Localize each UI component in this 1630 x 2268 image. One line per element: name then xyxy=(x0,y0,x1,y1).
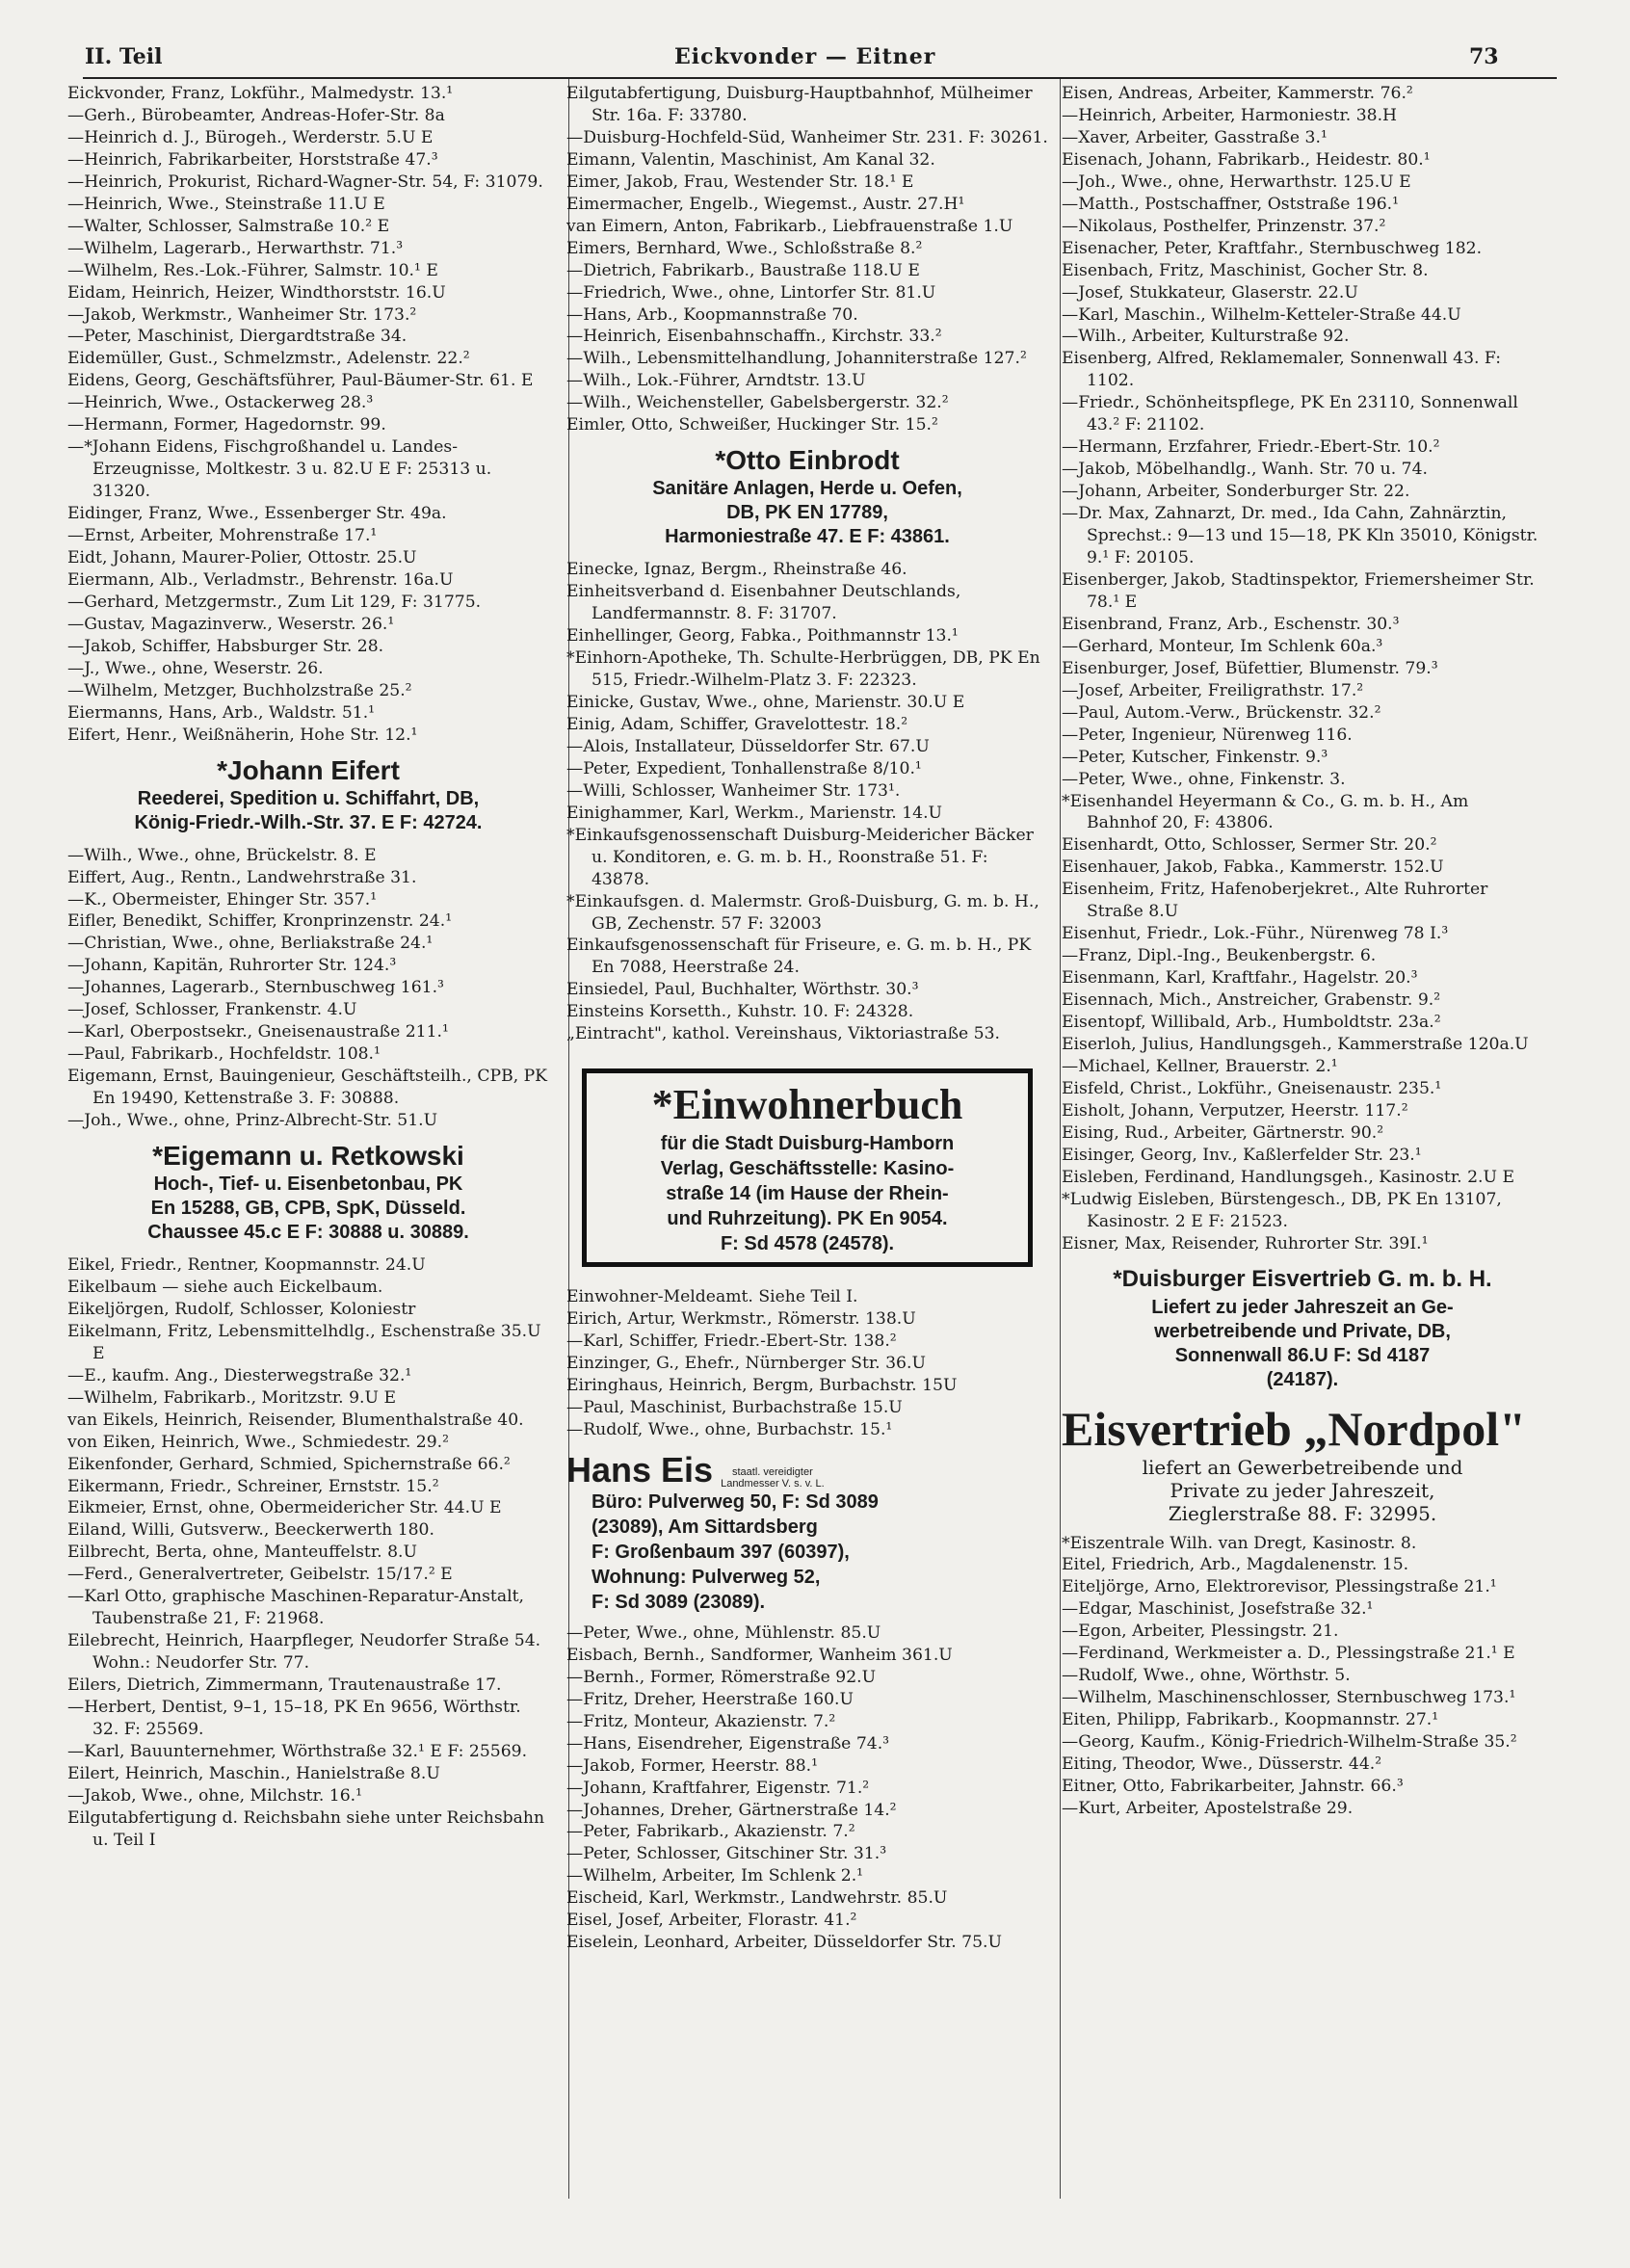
header-rule xyxy=(83,77,1557,79)
directory-entry: Eiserloh, Julius, Handlungsgeh., Kammerstraße 120a.U xyxy=(1062,1034,1529,1054)
directory-entry: —Nikolaus, Posthelfer, Prinzenstr. 37.² xyxy=(1062,216,1386,236)
ad-title: *Otto Einbrodt xyxy=(715,445,900,476)
directory-entry: von Eiken, Heinrich, Wwe., Schmiedestr. 29.² xyxy=(67,1432,450,1452)
ad-line: (24187). xyxy=(1266,1368,1339,1390)
directory-entry: Eikelbaum — siehe auch Eickelbaum. xyxy=(67,1277,383,1297)
directory-entry: —Karl, Maschin., Wilhelm-Ketteler-Straße 44.U xyxy=(1062,304,1461,325)
directory-entry: *Ludwig Eisleben, Bürstengesch., DB, PK En 13107, Kasinostr. 2 E F: 21523. xyxy=(1062,1189,1502,1231)
directory-entry: —Peter, Wwe., ohne, Mühlenstr. 85.U xyxy=(566,1622,881,1643)
directory-entry: —Dietrich, Fabrikarb., Baustraße 118.U E xyxy=(566,260,920,280)
directory-entry: —Matth., Postschaffner, Oststraße 196.¹ xyxy=(1062,194,1400,214)
directory-entry: —J., Wwe., ohne, Weserstr. 26. xyxy=(67,658,324,678)
ad-line: Büro: Pulverweg 50, F: Sd 3089 xyxy=(592,1490,879,1513)
entry-list xyxy=(566,559,1048,1045)
ad-line: für die Stadt Duisburg-Hamborn xyxy=(660,1133,955,1155)
ad-title: *Duisburger Eisvertrieb G. m. b. H. xyxy=(1113,1265,1492,1292)
directory-entry: *Eiszentrale Wilh. van Dregt, Kasinostr. 8. xyxy=(1062,1533,1417,1553)
ad-line: Zieglerstraße 88. F: 32995. xyxy=(1168,1501,1437,1525)
directory-entry: —Wilhelm, Arbeiter, Im Schlenk 2.¹ xyxy=(566,1866,864,1886)
ad-title: *Eigemann u. Retkowski xyxy=(152,1140,464,1171)
ad-subtitle: staatl. vereidigter xyxy=(732,1465,813,1478)
directory-entry: Eigemann, Ernst, Bauingenieur, Geschäftsteilh., CPB, PK En 19490, Kettenstraße 3. F: 30888. xyxy=(67,1067,548,1109)
directory-entry: —Ernst, Arbeiter, Mohrenstraße 17.¹ xyxy=(67,526,378,546)
directory-entry: Eisen, Andreas, Arbeiter, Kammerstr. 76.² xyxy=(1062,84,1413,103)
part-label: II. Teil xyxy=(85,44,163,69)
directory-entry: Eilers, Dietrich, Zimmermann, Trautenaustraße 17. xyxy=(67,1675,502,1696)
directory-entry: Eidt, Johann, Maurer-Polier, Ottostr. 25.U xyxy=(67,548,417,568)
directory-entry: Eisenberg, Alfred, Reklamemaler, Sonnenwall 43. F: 1102. xyxy=(1062,349,1502,391)
directory-entry: Eischeid, Karl, Werkmstr., Landwehrstr. 85.U xyxy=(566,1888,948,1909)
directory-entry: —Peter, Schlosser, Gitschiner Str. 31.³ xyxy=(566,1844,887,1864)
ad-line: En 15288, GB, CPB, SpK, Düsseld. xyxy=(150,1197,466,1219)
directory-entry: —K., Obermeister, Ehinger Str. 357.¹ xyxy=(67,889,378,910)
ad-line: F: Sd 3089 (23089). xyxy=(592,1591,766,1613)
ad-line: Verlag, Geschäftsstelle: Kasino- xyxy=(660,1158,955,1180)
directory-entry: —Heinrich, Arbeiter, Harmoniestr. 38.H xyxy=(1062,105,1398,125)
directory-entry: —Jakob, Wwe., ohne, Milchstr. 16.¹ xyxy=(67,1785,363,1806)
ad-line: Private zu jeder Jahreszeit, xyxy=(1170,1478,1435,1502)
ad-line: Harmoniestraße 47. E F: 43861. xyxy=(665,526,950,548)
directory-entry: —Paul, Autom.-Verw., Brückenstr. 32.² xyxy=(1062,702,1381,723)
directory-entry: Eisbach, Bernh., Sandformer, Wanheim 361.U xyxy=(566,1645,953,1665)
directory-entry: Eidemüller, Gust., Schmelzmstr., Adelenstr. 22.² xyxy=(67,349,470,369)
directory-entry: Eilgutabfertigung d. Reichsbahn siehe unter Reichsbahn u. Teil I xyxy=(67,1807,545,1850)
entry-list xyxy=(1062,83,1543,1255)
directory-entry: —Peter, Wwe., ohne, Finkenstr. 3. xyxy=(1062,769,1346,789)
directory-entry: —Ferdinand, Werkmeister a. D., Plessingstraße 21.¹ E xyxy=(1062,1644,1515,1664)
directory-entry: —Gustav, Magazinverw., Weserstr. 26.¹ xyxy=(67,614,395,634)
directory-entry: —Jakob, Möbelhandlg., Wanh. Str. 70 u. 74. xyxy=(1062,460,1428,480)
directory-entry: —Ferd., Generalvertreter, Geibelstr. 15/17.² E xyxy=(67,1565,453,1585)
directory-entry: Eikel, Friedr., Rentner, Koopmannstr. 24.U xyxy=(67,1254,426,1275)
directory-entry: Eisenacher, Peter, Kraftfahr., Sternbuschweg 182. xyxy=(1062,238,1483,258)
directory-entry: Eiselein, Leonhard, Arbeiter, Düsseldorfer Str. 75.U xyxy=(566,1933,1002,1953)
directory-entry: Eising, Rud., Arbeiter, Gärtnerstr. 90.² xyxy=(1062,1122,1384,1143)
directory-entry: Eikenfonder, Gerhard, Schmied, Spichernstraße 66.² xyxy=(67,1454,511,1474)
directory-entry: —Hans, Arb., Koopmannstraße 70. xyxy=(566,304,858,325)
directory-entry: —Wilhelm, Lagerarb., Herwarthstr. 71.³ xyxy=(67,238,404,258)
directory-entry: —Heinrich, Wwe., Ostackerweg 28.³ xyxy=(67,393,374,413)
entry-list xyxy=(1062,1533,1543,1820)
directory-entry: Eikermann, Friedr., Schreiner, Ernststr. 15.² xyxy=(67,1476,439,1496)
ad-title: *Johann Eifert xyxy=(217,754,400,785)
directory-entry: Eisenburger, Josef, Büfettier, Blumenstr. 79.³ xyxy=(1062,658,1438,678)
directory-entry: Eidam, Heinrich, Heizer, Windthorststr. 16.U xyxy=(67,282,446,303)
ad-line: F: Sd 4578 (24578). xyxy=(720,1233,895,1255)
directory-entry: —Jakob, Former, Heerstr. 88.¹ xyxy=(566,1755,819,1776)
ad-einwohnerbuch xyxy=(582,1068,1033,1267)
directory-entry: Eisenbach, Fritz, Maschinist, Gocher Str. 8. xyxy=(1062,260,1429,280)
directory-entry: Eimler, Otto, Schweißer, Huckinger Str. 15.² xyxy=(566,415,938,435)
directory-entry: —Johannes, Lagerarb., Sternbuschweg 161.³ xyxy=(67,978,444,998)
directory-entry: —Xaver, Arbeiter, Gasstraße 3.¹ xyxy=(1062,127,1328,147)
directory-entry: —Herbert, Dentist, 9–1, 15–18, PK En 9656, Wörthstr. 32. F: 25569. xyxy=(67,1698,521,1739)
directory-entry: —Peter, Maschinist, Diergardtstraße 34. xyxy=(67,327,408,347)
directory-entry: —Gerhard, Metzgermstr., Zum Lit 129, F: 31775. xyxy=(67,592,482,612)
directory-entry: —Wilh., Arbeiter, Kulturstraße 92. xyxy=(1062,327,1350,347)
directory-entry: Eiland, Willi, Gutsverw., Beeckerwerth 180. xyxy=(67,1520,434,1541)
directory-entry: Eikelmann, Fritz, Lebensmittelhdlg., Eschenstraße 35.U E xyxy=(67,1321,541,1363)
ad-subtitle: Landmesser V. s. v. L. xyxy=(721,1477,825,1490)
directory-entry: Eisinger, Georg, Inv., Kaßlerfelder Str. 23.¹ xyxy=(1062,1145,1422,1165)
directory-entry: —Hermann, Erzfahrer, Friedr.-Ebert-Str. 10.² xyxy=(1062,437,1440,458)
directory-entry: —Peter, Expedient, Tonhallenstraße 8/10.¹ xyxy=(566,758,922,778)
directory-entry: —Karl, Schiffer, Friedr.-Ebert-Str. 138.² xyxy=(566,1332,897,1352)
directory-entry: —Joh., Wwe., ohne, Herwarthstr. 125.U E xyxy=(1062,171,1411,192)
directory-entry: Eiermanns, Hans, Arb., Waldstr. 51.¹ xyxy=(67,702,376,723)
directory-entry: Eilert, Heinrich, Maschin., Hanielstraße 8.U xyxy=(67,1763,440,1783)
directory-entry: —Karl, Oberpostsekr., Gneisenaustraße 211.¹ xyxy=(67,1022,449,1042)
directory-entry: —Duisburg-Hochfeld-Süd, Wanheimer Str. 231. F: 30261. xyxy=(566,127,1048,147)
entry-list xyxy=(67,83,549,747)
ad-line: Chaussee 45.c E F: 30888 u. 30889. xyxy=(147,1221,469,1243)
column-2 xyxy=(566,83,1048,1954)
directory-entry: —*Johann Eidens, Fischgroßhandel u. Landes-Erzeugnisse, Moltkestr. 3 u. 82.U E F: 25313 u. 31320. xyxy=(67,437,492,502)
ad-line: Hoch-, Tief- u. Eisenbetonbau, PK xyxy=(153,1173,463,1195)
directory-entry: Eitner, Otto, Fabrikarbeiter, Jahnstr. 66.³ xyxy=(1062,1777,1404,1796)
directory-entry: —Friedrich, Wwe., ohne, Lintorfer Str. 81.U xyxy=(566,282,936,303)
directory-entry: —Fritz, Monteur, Akazienstr. 7.² xyxy=(566,1711,836,1731)
entry-list xyxy=(566,1622,1048,1954)
directory-entry: —Karl Otto, graphische Maschinen-Reparatur-Anstalt, Taubenstraße 21, F: 21968. xyxy=(67,1587,524,1629)
directory-entry: —Georg, Kaufm., König-Friedrich-Wilhelm-Straße 35.² xyxy=(1062,1732,1517,1753)
directory-entry: Einsiedel, Paul, Buchhalter, Wörthstr. 30.³ xyxy=(566,980,919,1000)
directory-entry: —Johann, Kapitän, Ruhrorter Str. 124.³ xyxy=(67,956,397,976)
column-3 xyxy=(1062,83,1543,1820)
directory-entry: Eisenhut, Friedr., Lok.-Führ., Nürenweg 78 I.³ xyxy=(1062,924,1449,944)
directory-entry: —Peter, Fabrikarb., Akazienstr. 7.² xyxy=(566,1822,855,1842)
directory-entry: Einicke, Gustav, Wwe., ohne, Marienstr. 30.U E xyxy=(566,692,965,712)
directory-entry: Eidens, Georg, Geschäftsführer, Paul-Bäumer-Str. 61. E xyxy=(67,371,534,391)
directory-entry: Einecke, Ignaz, Bergm., Rheinstraße 46. xyxy=(566,560,907,580)
directory-entry: Eitel, Friedrich, Arb., Magdalenenstr. 15. xyxy=(1062,1555,1409,1575)
directory-entry: —Wilhelm, Maschinenschlosser, Sternbuschweg 173.¹ xyxy=(1062,1688,1516,1708)
column-1 xyxy=(67,83,549,1852)
directory-entry: Eickvonder, Franz, Lokführ., Malmedystr. 13.¹ xyxy=(67,84,454,103)
page-header xyxy=(0,44,1630,73)
directory-entry: Eifler, Benedikt, Schiffer, Kronprinzenstr. 24.¹ xyxy=(67,911,453,932)
column-divider xyxy=(1060,79,1061,2199)
ad-hans-eis xyxy=(566,1451,1048,1615)
page-number: 73 xyxy=(1469,44,1499,69)
directory-entry: *Einhorn-Apotheke, Th. Schulte-Herbrüggen, DB, PK En 515, Friedr.-Wilhelm-Platz 3. F: 22323. xyxy=(566,648,1040,691)
ad-line: König-Friedr.-Wilh.-Str. 37. E F: 42724. xyxy=(134,811,483,833)
ad-line: und Ruhrzeitung). PK En 9054. xyxy=(667,1208,948,1230)
directory-entry: —Bernh., Former, Römerstraße 92.U xyxy=(566,1667,877,1687)
entry-list xyxy=(566,1286,1048,1441)
directory-entry: —Wilh., Weichensteller, Gabelsbergerstr. 32.² xyxy=(566,393,949,413)
ad-title: Hans Eis xyxy=(566,1449,714,1490)
directory-entry: Einig, Adam, Schiffer, Gravelottestr. 18.² xyxy=(566,714,908,734)
directory-entry: —Heinrich, Wwe., Steinstraße 11.U E xyxy=(67,194,385,214)
ad-duisburger-eisvertrieb xyxy=(1062,1263,1543,1392)
directory-entry: —Heinrich, Fabrikarbeiter, Horststraße 47.³ xyxy=(67,149,438,170)
directory-entry: Eisenbrand, Franz, Arb., Eschenstr. 30.³ xyxy=(1062,614,1400,634)
directory-entry: Eimermacher, Engelb., Wiegemst., Austr. 27.H¹ xyxy=(566,194,965,214)
ad-line: Wohnung: Pulverweg 52, xyxy=(592,1566,821,1588)
ad-otto-einbrodt xyxy=(566,444,1048,549)
directory-entry: —Jakob, Werkmstr., Wanheimer Str. 173.² xyxy=(67,304,417,325)
directory-entry: —Josef, Schlosser, Frankenstr. 4.U xyxy=(67,1000,357,1020)
directory-entry: Eiffert, Aug., Rentn., Landwehrstraße 31. xyxy=(67,867,417,887)
directory-entry: Einsteins Korsetth., Kuhstr. 10. F: 24328. xyxy=(566,1002,914,1022)
directory-entry: —Paul, Fabrikarb., Hochfeldstr. 108.¹ xyxy=(67,1044,381,1065)
directory-entry: —Johann, Kraftfahrer, Eigenstr. 71.² xyxy=(566,1778,870,1798)
directory-entry: —Paul, Maschinist, Burbachstraße 15.U xyxy=(566,1397,903,1417)
entry-list xyxy=(67,845,549,1132)
directory-entry: Einwohner-Meldeamt. Siehe Teil I. xyxy=(566,1287,858,1307)
directory-entry: *Eisenhandel Heyermann & Co., G. m. b. H., Am Bahnhof 20, F: 43806. xyxy=(1062,791,1469,833)
directory-entry: Einheitsverband d. Eisenbahner Deutschlands, Landfermannstr. 8. F: 31707. xyxy=(566,582,961,624)
directory-entry: Eisner, Max, Reisender, Ruhrorter Str. 39I.¹ xyxy=(1062,1233,1429,1253)
directory-entry: —Rudolf, Wwe., ohne, Burbachstr. 15.¹ xyxy=(566,1419,893,1439)
directory-entry: Eisenach, Johann, Fabrikarb., Heidestr. 80.¹ xyxy=(1062,149,1431,170)
directory-entry: Eisennach, Mich., Anstreicher, Grabenstr. 9.² xyxy=(1062,990,1441,1011)
directory-entry: —Gerh., Bürobeamter, Andreas-Hofer-Str. 8a xyxy=(67,105,445,125)
directory-entry: —Wilh., Lok.-Führer, Arndtstr. 13.U xyxy=(566,371,866,391)
directory-entry: —Wilhelm, Res.-Lok.-Führer, Salmstr. 10.¹ E xyxy=(67,260,438,280)
directory-entry: Eirich, Artur, Werkmstr., Römerstr. 138.U xyxy=(566,1309,916,1330)
directory-entry: Eimer, Jakob, Frau, Westender Str. 18.¹ E xyxy=(566,171,914,192)
directory-entry: —Rudolf, Wwe., ohne, Wörthstr. 5. xyxy=(1062,1666,1351,1686)
directory-entry: Eisenheim, Fritz, Hafenoberjekret., Alte Ruhrorter Straße 8.U xyxy=(1062,880,1488,922)
ad-line: werbetreibende und Private, DB, xyxy=(1154,1320,1451,1342)
directory-entry: Einighammer, Karl, Werkm., Marienstr. 14.U xyxy=(566,803,943,823)
directory-entry: —Friedr., Schönheitspflege, PK En 23110, Sonnenwall 43.² F: 21102. xyxy=(1062,393,1518,435)
directory-entry: —Karl, Bauunternehmer, Wörthstraße 32.¹ E F: 25569. xyxy=(67,1741,528,1761)
ad-title: Eisvertrieb „Nordpol" xyxy=(1062,1401,1526,1456)
directory-entry: —Peter, Ingenieur, Nürenweg 116. xyxy=(1062,725,1353,745)
directory-entry: —Franz, Dipl.-Ing., Beukenbergstr. 6. xyxy=(1062,946,1377,966)
directory-entry: Eimann, Valentin, Maschinist, Am Kanal 32. xyxy=(566,149,935,170)
directory-entry: —Edgar, Maschinist, Josefstraße 32.¹ xyxy=(1062,1599,1374,1620)
directory-entry: Eilgutabfertigung, Duisburg-Hauptbahnhof, Mülheimer Str. 16a. F: 33780. xyxy=(566,84,1033,125)
directory-entry: van Eimern, Anton, Fabrikarb., Liebfrauenstraße 1.U xyxy=(566,216,1013,236)
directory-entry: *Einkaufsgenossenschaft Duisburg-Meidericher Bäcker u. Konditoren, e. G. m. b. H., Roonstraße 51. F: 43878. xyxy=(566,825,1034,889)
directory-entry: —Heinrich d. J., Bürogeh., Werderstr. 5.U E xyxy=(67,127,434,147)
directory-entry: Eisentopf, Willibald, Arb., Humboldtstr. 23a.² xyxy=(1062,1013,1441,1033)
directory-entry: —Alois, Installateur, Düsseldorfer Str. 67.U xyxy=(566,736,930,756)
ad-line: Liefert zu jeder Jahreszeit an Ge- xyxy=(1151,1296,1454,1318)
ad-line: liefert an Gewerbetreibende und xyxy=(1142,1455,1463,1479)
directory-entry: Eikeljörgen, Rudolf, Schlosser, Koloniestr xyxy=(67,1299,416,1319)
running-title: Eickvonder — Eitner xyxy=(674,44,936,69)
directory-entry: —Kurt, Arbeiter, Apostelstraße 29. xyxy=(1062,1798,1354,1818)
ad-line: straße 14 (im Hause der Rhein- xyxy=(666,1183,949,1205)
directory-entry: —Wilh., Lebensmittelhandlung, Johanniterstraße 127.² xyxy=(566,349,1027,369)
directory-entry: Eisenhauer, Jakob, Fabka., Kammerstr. 152.U xyxy=(1062,857,1444,878)
directory-entry: van Eikels, Heinrich, Reisender, Blumenthalstraße 40. xyxy=(67,1410,524,1430)
directory-entry: —Hans, Eisendreher, Eigenstraße 74.³ xyxy=(566,1733,890,1754)
ad-johann-eifert xyxy=(67,754,549,835)
directory-entry: Eilebrecht, Heinrich, Haarpfleger, Neudorfer Straße 54. Wohn.: Neudorfer Str. 77. xyxy=(67,1631,541,1674)
directory-entry: —Michael, Kellner, Brauerstr. 2.¹ xyxy=(1062,1056,1338,1076)
ad-line: Sanitäre Anlagen, Herde u. Oefen, xyxy=(652,478,962,500)
directory-entry: *Einkaufsgen. d. Malermstr. Groß-Duisburg, G. m. b. H., GB, Zechenstr. 57 F: 32003 xyxy=(566,891,1039,934)
directory-entry: —Johann, Arbeiter, Sonderburger Str. 22. xyxy=(1062,482,1410,502)
directory-entry: —Egon, Arbeiter, Plessingstr. 21. xyxy=(1062,1622,1339,1642)
ad-line: F: Großenbaum 397 (60397), xyxy=(592,1541,850,1563)
directory-entry: —Christian, Wwe., ohne, Berliakstraße 24.¹ xyxy=(67,934,434,954)
directory-entry: Eimers, Bernhard, Wwe., Schloßstraße 8.² xyxy=(566,238,923,258)
directory-entry: Eifert, Henr., Weißnäherin, Hohe Str. 12.¹ xyxy=(67,725,418,745)
directory-entry: —Wilhelm, Fabrikarb., Moritzstr. 9.U E xyxy=(67,1387,396,1408)
directory-entry: —Wilhelm, Metzger, Buchholzstraße 25.² xyxy=(67,680,412,700)
directory-entry: —E., kaufm. Ang., Diesterwegstraße 32.¹ xyxy=(67,1365,412,1385)
ad-line: Sonnenwall 86.U F: Sd 4187 xyxy=(1174,1344,1431,1366)
directory-entry: Eiringhaus, Heinrich, Bergm, Burbachstr. 15U xyxy=(566,1376,958,1396)
directory-entry: —Peter, Kutscher, Finkenstr. 9.³ xyxy=(1062,747,1328,767)
ad-line: Reederei, Spedition u. Schiffahrt, DB, xyxy=(137,787,480,809)
directory-entry: —Joh., Wwe., ohne, Prinz-Albrecht-Str. 51.U xyxy=(67,1111,438,1131)
directory-entry: —Walter, Schlosser, Salmstraße 10.² E xyxy=(67,216,390,236)
directory-entry: —Heinrich, Prokurist, Richard-Wagner-Str. 54, F: 31079. xyxy=(67,171,543,192)
directory-entry: —Fritz, Dreher, Heerstraße 160.U xyxy=(566,1689,854,1709)
directory-entry: —Dr. Max, Zahnarzt, Dr. med., Ida Cahn, Zahnärztin, Sprechst.: 9—13 und 15—18, PK Kln 35010, Königstr. 9.¹ F: 20105. xyxy=(1062,504,1538,568)
directory-entry: —Wilh., Wwe., ohne, Brückelstr. 8. E xyxy=(67,845,377,865)
directory-entry: Eidinger, Franz, Wwe., Essenberger Str. 49a. xyxy=(67,504,447,524)
ad-eigemann-retkowski xyxy=(67,1140,549,1245)
ad-eisvertrieb-nordpol xyxy=(1062,1402,1543,1525)
directory-entry: Einhellinger, Georg, Fabka., Poithmannstr 13.¹ xyxy=(566,626,959,646)
directory-entry: —Gerhard, Monteur, Im Schlenk 60a.³ xyxy=(1062,636,1383,656)
directory-entry: Eisenmann, Karl, Kraftfahr., Hagelstr. 20.³ xyxy=(1062,968,1418,989)
entry-list xyxy=(67,1254,549,1852)
directory-entry: —Hermann, Former, Hagedornstr. 99. xyxy=(67,415,386,435)
directory-entry: Eisholt, Johann, Verputzer, Heerstr. 117.² xyxy=(1062,1100,1408,1121)
directory-entry: Eisleben, Ferdinand, Handlungsgeh., Kasinostr. 2.U E xyxy=(1062,1167,1514,1187)
ad-title: *Einwohnerbuch xyxy=(651,1081,963,1129)
directory-entry: Eisenberger, Jakob, Stadtinspektor, Friemersheimer Str. 78.¹ E xyxy=(1062,569,1535,612)
directory-entry: Eikmeier, Ernst, ohne, Obermeidericher Str. 44.U E xyxy=(67,1498,502,1518)
ad-line: (23089), Am Sittardsberg xyxy=(592,1516,818,1538)
directory-entry: Eiting, Theodor, Wwe., Düsserstr. 44.² xyxy=(1062,1754,1382,1775)
directory-entry: „Eintracht", kathol. Vereinshaus, Viktoriastraße 53. xyxy=(566,1024,1001,1044)
directory-entry: Einkaufsgenossenschaft für Friseure, e. G. m. b. H., PK En 7088, Heerstraße 24. xyxy=(566,936,1032,978)
directory-entry: —Willi, Schlosser, Wanheimer Str. 173¹. xyxy=(566,780,901,801)
directory-entry: Eisfeld, Christ., Lokführ., Gneisenaustr. 235.¹ xyxy=(1062,1078,1442,1098)
directory-entry: —Josef, Stukkateur, Glaserstr. 22.U xyxy=(1062,282,1358,303)
directory-entry: Eilbrecht, Berta, ohne, Manteuffelstr. 8.U xyxy=(67,1543,417,1563)
directory-entry: Eiteljörge, Arno, Elektrorevisor, Plessingstraße 21.¹ xyxy=(1062,1577,1497,1597)
directory-entry: —Jakob, Schiffer, Habsburger Str. 28. xyxy=(67,636,384,656)
directory-entry: Eiermann, Alb., Verladmstr., Behrenstr. 16a.U xyxy=(67,569,454,590)
ad-line: DB, PK EN 17789, xyxy=(726,502,888,524)
entry-list xyxy=(566,83,1048,436)
directory-entry: Eisel, Josef, Arbeiter, Florastr. 41.² xyxy=(566,1911,857,1931)
directory-entry: —Johannes, Dreher, Gärtnerstraße 14.² xyxy=(566,1800,897,1820)
directory-entry: Eiten, Philipp, Fabrikarb., Koopmannstr. 27.¹ xyxy=(1062,1710,1439,1730)
directory-entry: Einzinger, G., Ehefr., Nürnberger Str. 36.U xyxy=(566,1354,926,1374)
directory-entry: Eisenhardt, Otto, Schlosser, Sermer Str. 20.² xyxy=(1062,835,1437,856)
directory-entry: —Heinrich, Eisenbahnschaffn., Kirchstr. 33.² xyxy=(566,327,942,347)
directory-entry: —Josef, Arbeiter, Freiligrathstr. 17.² xyxy=(1062,680,1364,700)
